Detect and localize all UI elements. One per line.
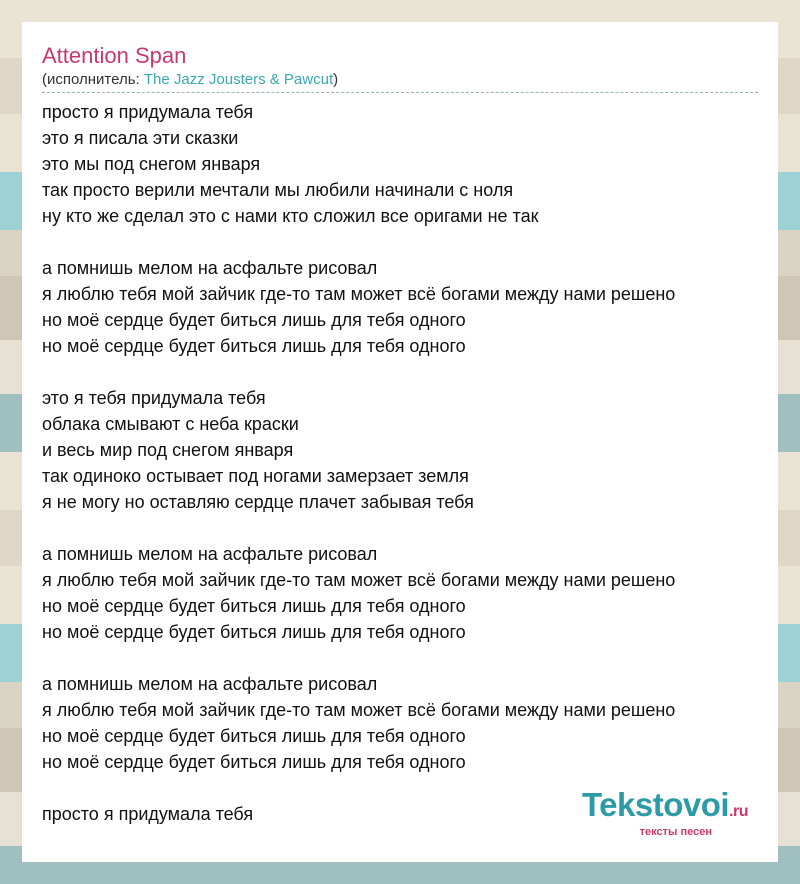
lyrics-line: но моё сердце будет биться лишь для тебя одного [42, 622, 466, 642]
lyrics-line: так просто верили мечтали мы любили начинали с ноля [42, 180, 514, 200]
lyrics-line: а помнишь мелом на асфальте рисовал [42, 258, 378, 278]
lyrics-line: это я писала эти сказки [42, 128, 239, 148]
lyrics-line: я люблю тебя мой зайчик где-то там может всё богами между нами решено [42, 284, 676, 304]
lyrics-line: это мы под снегом января [42, 154, 261, 174]
watermark-tagline: тексты песен [639, 826, 712, 838]
lyrics-line: ну кто же сделал это с нами кто сложил все оригами не так [42, 206, 539, 226]
lyrics-line: но моё сердце будет биться лишь для тебя одного [42, 596, 466, 616]
lyrics-stanza [42, 99, 758, 229]
lyrics-stanza [42, 255, 758, 359]
lyrics-line: облака смывают с неба краски [42, 414, 299, 434]
lyrics-line: так одиноко остывает под ногами замерзает земля [42, 466, 469, 486]
artist-link[interactable]: The Jazz Jousters & Pawcut [143, 71, 334, 88]
artist-suffix: ) [333, 71, 339, 88]
lyrics-line: просто я придумала тебя [42, 804, 254, 824]
lyrics-line: и весь мир под снегом января [42, 440, 294, 460]
lyrics-line: я люблю тебя мой зайчик где-то там может всё богами между нами решено [42, 570, 676, 590]
artist-line [42, 70, 758, 93]
lyrics-line: просто я придумала тебя [42, 102, 254, 122]
lyrics-body [42, 99, 758, 827]
lyrics-stanza [42, 385, 758, 515]
lyrics-line: но моё сердце будет биться лишь для тебя одного [42, 336, 466, 356]
lyrics-stanza [42, 541, 758, 645]
watermark-brand: Tekstovoi [581, 786, 730, 823]
lyrics-line: но моё сердце будет биться лишь для тебя одного [42, 752, 466, 772]
song-title: Attention Span [42, 43, 187, 68]
lyrics-stanza [42, 671, 758, 775]
lyrics-line: но моё сердце будет биться лишь для тебя одного [42, 310, 466, 330]
artist-prefix: (исполнитель: [42, 71, 144, 88]
lyrics-line: но моё сердце будет биться лишь для тебя одного [42, 726, 466, 746]
watermark-logo [582, 788, 748, 829]
lyrics-line: я не могу но оставляю сердце плачет забывая тебя [42, 492, 474, 512]
lyrics-line: а помнишь мелом на асфальте рисовал [42, 674, 378, 694]
watermark-tld: .ru [729, 803, 748, 820]
lyrics-line: это я тебя придумала тебя [42, 388, 266, 408]
site-watermark [582, 788, 748, 838]
lyrics-line: а помнишь мелом на асфальте рисовал [42, 544, 378, 564]
lyrics-card [22, 22, 778, 862]
lyrics-line: я люблю тебя мой зайчик где-то там может всё богами между нами решено [42, 700, 676, 720]
